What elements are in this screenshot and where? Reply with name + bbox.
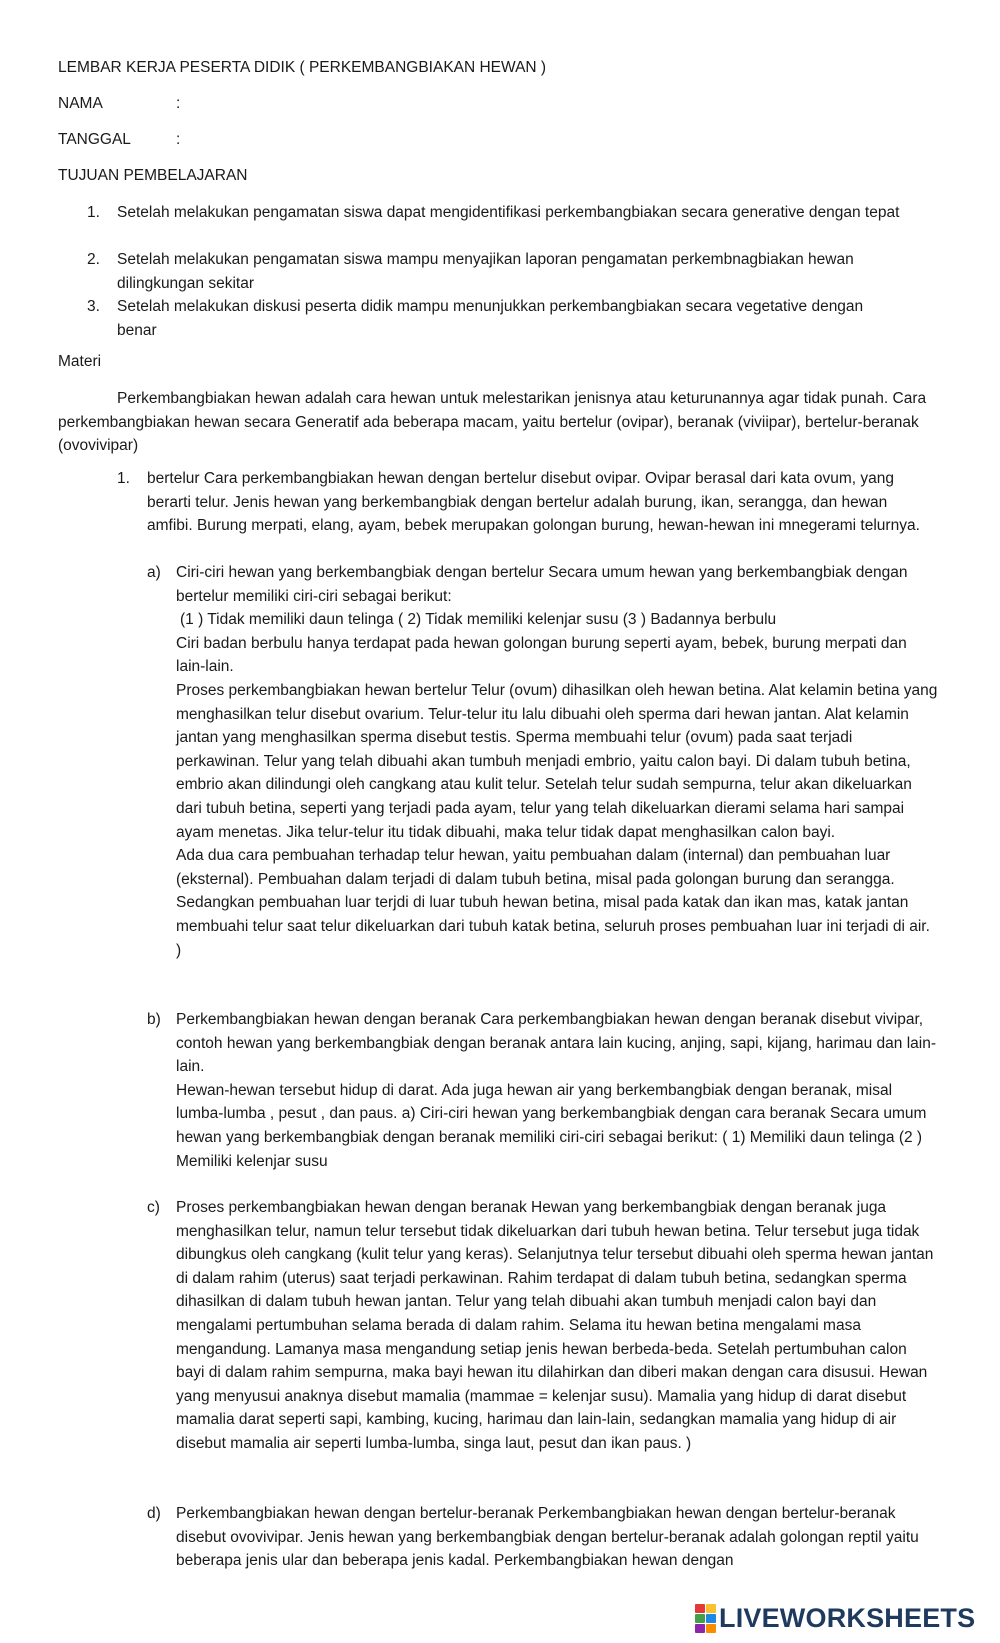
item-label: b) <box>147 1011 161 1028</box>
item-label: a) <box>147 564 161 581</box>
worksheet-title: LEMBAR KERJA PESERTA DIDIK ( PERKEMBANGBIAKAN HEWAN ) <box>58 59 547 76</box>
item-c-content <box>176 1196 938 1456</box>
item-a-paragraph: Ciri badan berbulu hanya terdapat pada hewan golongan burung seperti ayam, bebek, burung merpati dan lain-lain. <box>176 634 907 676</box>
item-a-paragraph: Ada dua cara pembuahan terhadap telur hewan, yaitu pembuahan dalam (internal) dan pembuahan luar (eksternal). Pembuahan dalam terjadi di dalam tubuh betina, misal pada golongan burung dan serangga. Sedangkan pembuahan luar terjdi di luar tubuh hewan betina, misal pada katak dan ikan mas, katak jantan membuahi telur saat telur dikeluarkan dari tubuh katak betina, seluruh proses pembuahan luar ini terjadi di air. ) <box>176 847 930 959</box>
objective-text: Setelah melakukan pengamatan siswa dapat mengidentifikasi perkembangbiakan secara generative dengan tepat <box>117 204 900 221</box>
item-a-paragraph: Ciri-ciri hewan yang berkembangbiak dengan bertelur Secara umum hewan yang berkembangbiak dengan bertelur memiliki ciri-ciri sebagai berikut: <box>176 564 908 605</box>
item-label: c) <box>147 1199 160 1216</box>
logo-mark-square <box>706 1614 716 1623</box>
nama-label: NAMA <box>58 95 103 112</box>
item-d-paragraph: Perkembangbiakan hewan dengan bertelur-beranak Perkembangbiakan hewan dengan bertelur-beranak disebut ovovivipar. Jenis hewan yang berkembangbiak dengan bertelur-beranak adalah golongan reptil yaitu beberapa jenis ular dan beberapa jenis kadal. Perkembangbiakan hewan dengan <box>176 1505 919 1570</box>
logo-mark-square <box>706 1624 716 1633</box>
tanggal-colon: : <box>176 131 181 148</box>
tujuan-label: TUJUAN PEMBELAJARAN <box>58 167 248 184</box>
logo-text: LIVEWORKSHEETS <box>719 1603 976 1634</box>
logo-mark-square <box>695 1604 705 1613</box>
logo-mark-square <box>695 1624 705 1633</box>
materi-intro: Perkembangbiakan hewan adalah cara hewan untuk melestarikan jenisnya atau keturunannya agar tidak punah. Cara perkembangbiakan hewan secara Generatif ada beberapa macam, yaitu bertelur (ovipar), beranak (viviipar), bertelur-beranak (ovovivipar) <box>58 390 927 455</box>
item-b-content <box>176 1008 938 1173</box>
logo-mark-square <box>695 1614 705 1623</box>
section-text: bertelur Cara perkembangbiakan hewan dengan bertelur disebut ovipar. Ovipar berasal dari kata ovum, yang berarti telur. Jenis hewan yang berkembangbiak dengan bertelur adalah burung, ikan, serangga, dan hewan amfibi. Burung merpati, elang, ayam, bebek merupakan golongan burung, hewan-hewan ini mnegerami telurnya. <box>147 470 920 535</box>
item-b-paragraph: Perkembangbiakan hewan dengan beranak Cara perkembangbiakan hewan dengan beranak disebut vivipar, contoh hewan yang berkembangbiak dengan beranak antara lain kucing, anjing, sapi, kijang, harimau dan lain-lain. <box>176 1011 937 1076</box>
objective-text: Setelah melakukan pengamatan siswa mampu menyajikan laporan pengamatan perkembnagbiakan hewan dilingkungan sekitar <box>117 251 854 292</box>
materi-label: Materi <box>58 353 102 370</box>
item-label: d) <box>147 1505 161 1522</box>
liveworksheets-logo-icon <box>695 1604 717 1634</box>
objective-number: 1. <box>87 204 100 221</box>
item-a-paragraph: Proses perkembangbiakan hewan bertelur Telur (ovum) dihasilkan oleh hewan betina. Alat kelamin betina yang menghasilkan telur disebut ovarium. Telur-telur itu lalu dibuahi oleh sperma dari hewan jantan. Alat kelamin jantan yang menghasilkan sperma disebut testis. Sperma membuahi telur (ovum) pada saat terjadi perkawinan. Telur yang telah dibuahi akan tumbuh menjadi embrio, yaitu calon bayi. Di dalam tubuh betina, embrio akan dilindungi oleh cangkang atau kulit telur. Setelah telur sudah sempurna, telur akan dikeluarkan dari tubuh betina, seperti yang terjadi pada ayam, telur yang telah dikeluarkan dierami selama hari sampai ayam menetas. Jika telur-telur itu tidak dibuahi, maka telur tidak dapat menghasilkan calon bayi. <box>176 681 938 841</box>
objective-number: 2. <box>87 251 100 268</box>
objective-text: Setelah melakukan diskusi peserta didik mampu menunjukkan perkembangbiakan secara vegetative dengan benar <box>117 298 864 339</box>
objective-number: 3. <box>87 298 100 315</box>
item-a-paragraph: (1 ) Tidak memiliki daun telinga ( 2) Tidak memiliki kelenjar susu (3 ) Badannya berbulu <box>180 611 777 629</box>
tanggal-label: TANGGAL <box>58 131 131 148</box>
liveworksheets-logo <box>695 1604 975 1634</box>
logo-mark-square <box>706 1604 716 1613</box>
nama-colon: : <box>176 95 181 112</box>
item-a-content <box>176 561 938 962</box>
item-b-paragraph: Hewan-hewan tersebut hidup di darat. Ada juga hewan air yang berkembangbiak dengan beranak, misal lumba-lumba , pesut , dan paus. a) Ciri-ciri hewan yang berkembangbiak dengan cara beranak Secara umum hewan yang berkembangbiak dengan beranak memiliki ciri-ciri sebagai berikut: ( 1) Memiliki daun telinga (2 ) Memiliki kelenjar susu <box>176 1081 927 1170</box>
item-c-paragraph: Proses perkembangbiakan hewan dengan beranak Hewan yang berkembangbiak dengan beranak juga menghasilkan telur, namun telur tersebut tidak dikeluarkan dari tubuh hewan betina. Telur tersebut juga tidak dibungkus oleh cangkang (kulit telur yang keras). Selanjutnya telur tersebut dibuahi oleh sperma hewan jantan di dalam rahim (uterus) saat terjadi perkawinan. Rahim terdapat di dalam tubuh betina, sedangkan sperma dihasilkan di dalam tubuh hewan jantan. Telur yang telah dibuahi akan tumbuh menjadi calon bayi dan mengalami pertumbuhan selama berada di dalam rahim. Selama itu hewan betina mengalami masa mengandung. Lamanya masa mengandung setiap jenis hewan berbeda-beda. Setelah pertumbuhan calon bayi di dalam rahim sempurna, maka bayi hewan itu dilahirkan dan diberi makan dengan cara disusui. Hewan yang menyusui anaknya disebut mamalia (mammae = kelenjar susu). Mamalia yang hidup di darat disebut mamalia darat seperti sapi, kambing, kucing, harimau dan lain-lain, sedangkan mamalia yang hidup di air disebut mamalia air seperti lumba-lumba, singa laut, pesut dan ikan paus. ) <box>176 1199 934 1452</box>
section-number: 1. <box>117 470 130 487</box>
item-d-content <box>176 1502 938 1573</box>
